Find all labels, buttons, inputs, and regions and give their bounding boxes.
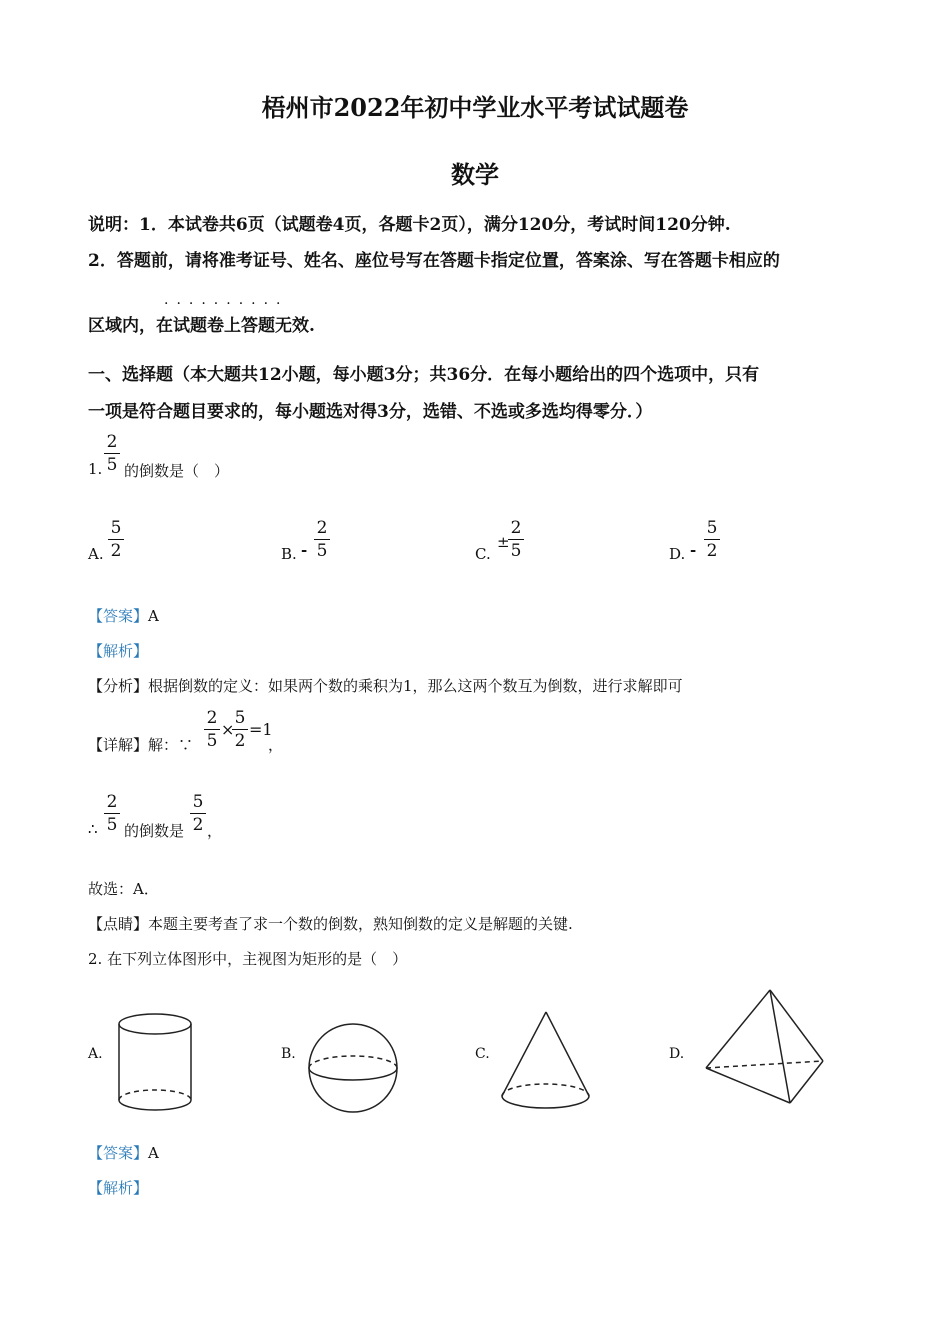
cone-figure [498,1008,594,1114]
q1-option-d-fraction [704,518,720,561]
q1-option-d-sign: - [690,541,697,559]
tetrahedron-figure [700,985,830,1107]
therefore-end: ， [207,822,223,840]
fraction-denominator: 2 [234,731,246,751]
fenxi-text: 根据倒数的定义：如果两个数的乘积为1，那么这两个数互为倒数，进行求解即可 [148,677,683,695]
q2-answer [88,1142,159,1163]
instruction-line-1: 说明：1．本试卷共6页（试题卷4页，各题卡2页），满分120分，考试时间120分钟. [88,215,731,235]
detail-times: × [221,720,235,739]
detail-fraction-1 [204,708,220,751]
instruction-line-3-prefix: 区域内， [88,316,156,336]
q2-option-c-label: C. [475,1046,490,1062]
fraction-numerator: 2 [510,518,522,538]
q1-choose: 故选：A． [88,880,159,898]
therefore-text: 的倒数是 [124,822,185,840]
q2-analysis-tag: 【解析】 [88,1179,149,1197]
fraction-numerator: 2 [206,708,218,728]
fraction-numerator: 5 [110,518,122,538]
q1-option-b-fraction [314,518,330,561]
dianjing-text: 本题主要考查了求一个数的倒数，熟知倒数的定义是解题的关键. [148,915,573,933]
fraction-numerator: 5 [234,708,246,728]
detail-prefix: 解：∵ [148,736,194,754]
fraction-numerator: 2 [106,792,118,812]
emphasis-dots: ·········· [164,296,289,312]
detail-tag: 【详解】 [88,736,149,754]
detail-equals: =1 [249,720,273,739]
fraction-denominator: 5 [206,731,218,751]
instruction-emphasis: 在试题卷上答题无效 [156,316,309,336]
fraction-numerator: 5 [192,792,204,812]
q1-option-b-sign: - [301,541,308,559]
q1-analysis-tag: 【解析】 [88,642,149,660]
q1-option-a-label: A. [88,545,104,563]
detail-comma: ， [268,736,284,754]
dianjing-tag: 【点睛】 [88,915,149,933]
section-1-line-2: 一项是符合题目要求的，每小题选对得3分，选错、不选或多选均得零分．） [88,402,653,422]
instruction-line-3 [88,311,315,336]
therefore-fraction-2 [190,792,206,835]
q1-option-d-label: D. [669,545,686,563]
fenxi-tag: 【分析】 [88,677,149,695]
q2-option-d-label: D. [669,1046,685,1062]
instruction-line-3-suffix: . [309,316,315,336]
q1-option-c-fraction [508,518,524,561]
answer-value: A [148,1144,159,1162]
q1-option-c-label: C. [475,545,491,563]
page-title: 梧州市2022年初中学业水平考试试题卷 [261,93,689,122]
q1-fenxi [88,675,683,696]
q1-detail [88,734,193,755]
sphere-figure [305,1020,403,1118]
fraction-denominator: 5 [316,541,328,561]
q1-dianjing [88,913,573,934]
answer-tag: 【答案】 [88,1144,149,1162]
fraction-numerator: 2 [106,432,118,452]
q2-option-a-label: A. [88,1046,103,1062]
therefore-fraction-1 [104,792,120,835]
section-1-line-1: 一、选择题（本大题共12小题，每小题3分；共36分．在每小题给出的四个选项中，只有 [88,365,760,385]
fraction-numerator: 5 [706,518,718,538]
q1-option-b-label: B. [281,545,297,563]
q1-fraction [104,432,120,475]
fraction-denominator: 2 [706,541,718,561]
q2-stem: 2. 在下列立体图形中，主视图为矩形的是（ ） [88,950,408,968]
q1-option-a-fraction [108,518,124,561]
fraction-denominator: 5 [106,815,118,835]
q2-option-b-label: B. [281,1046,296,1062]
fraction-denominator: 5 [510,541,522,561]
fraction-denominator: 5 [106,455,118,475]
instruction-line-2: 2．答题前，请将准考证号、姓名、座位号写在答题卡指定位置，答案涂、写在答题卡相应的 [88,251,780,271]
fraction-denominator: 2 [110,541,122,561]
therefore-symbol: ∴ [88,820,98,838]
answer-value: A [148,607,159,625]
fraction-denominator: 2 [192,815,204,835]
q1-answer [88,605,159,626]
subject-title: 数学 [451,160,499,189]
q1-number: 1. [88,460,103,478]
detail-fraction-2 [232,708,248,751]
q1-stem: 的倒数是（ ） [124,462,230,480]
fraction-numerator: 2 [316,518,328,538]
cylinder-figure [110,1010,200,1115]
answer-tag: 【答案】 [88,607,149,625]
q1-option-c-sign: ± [497,533,510,551]
